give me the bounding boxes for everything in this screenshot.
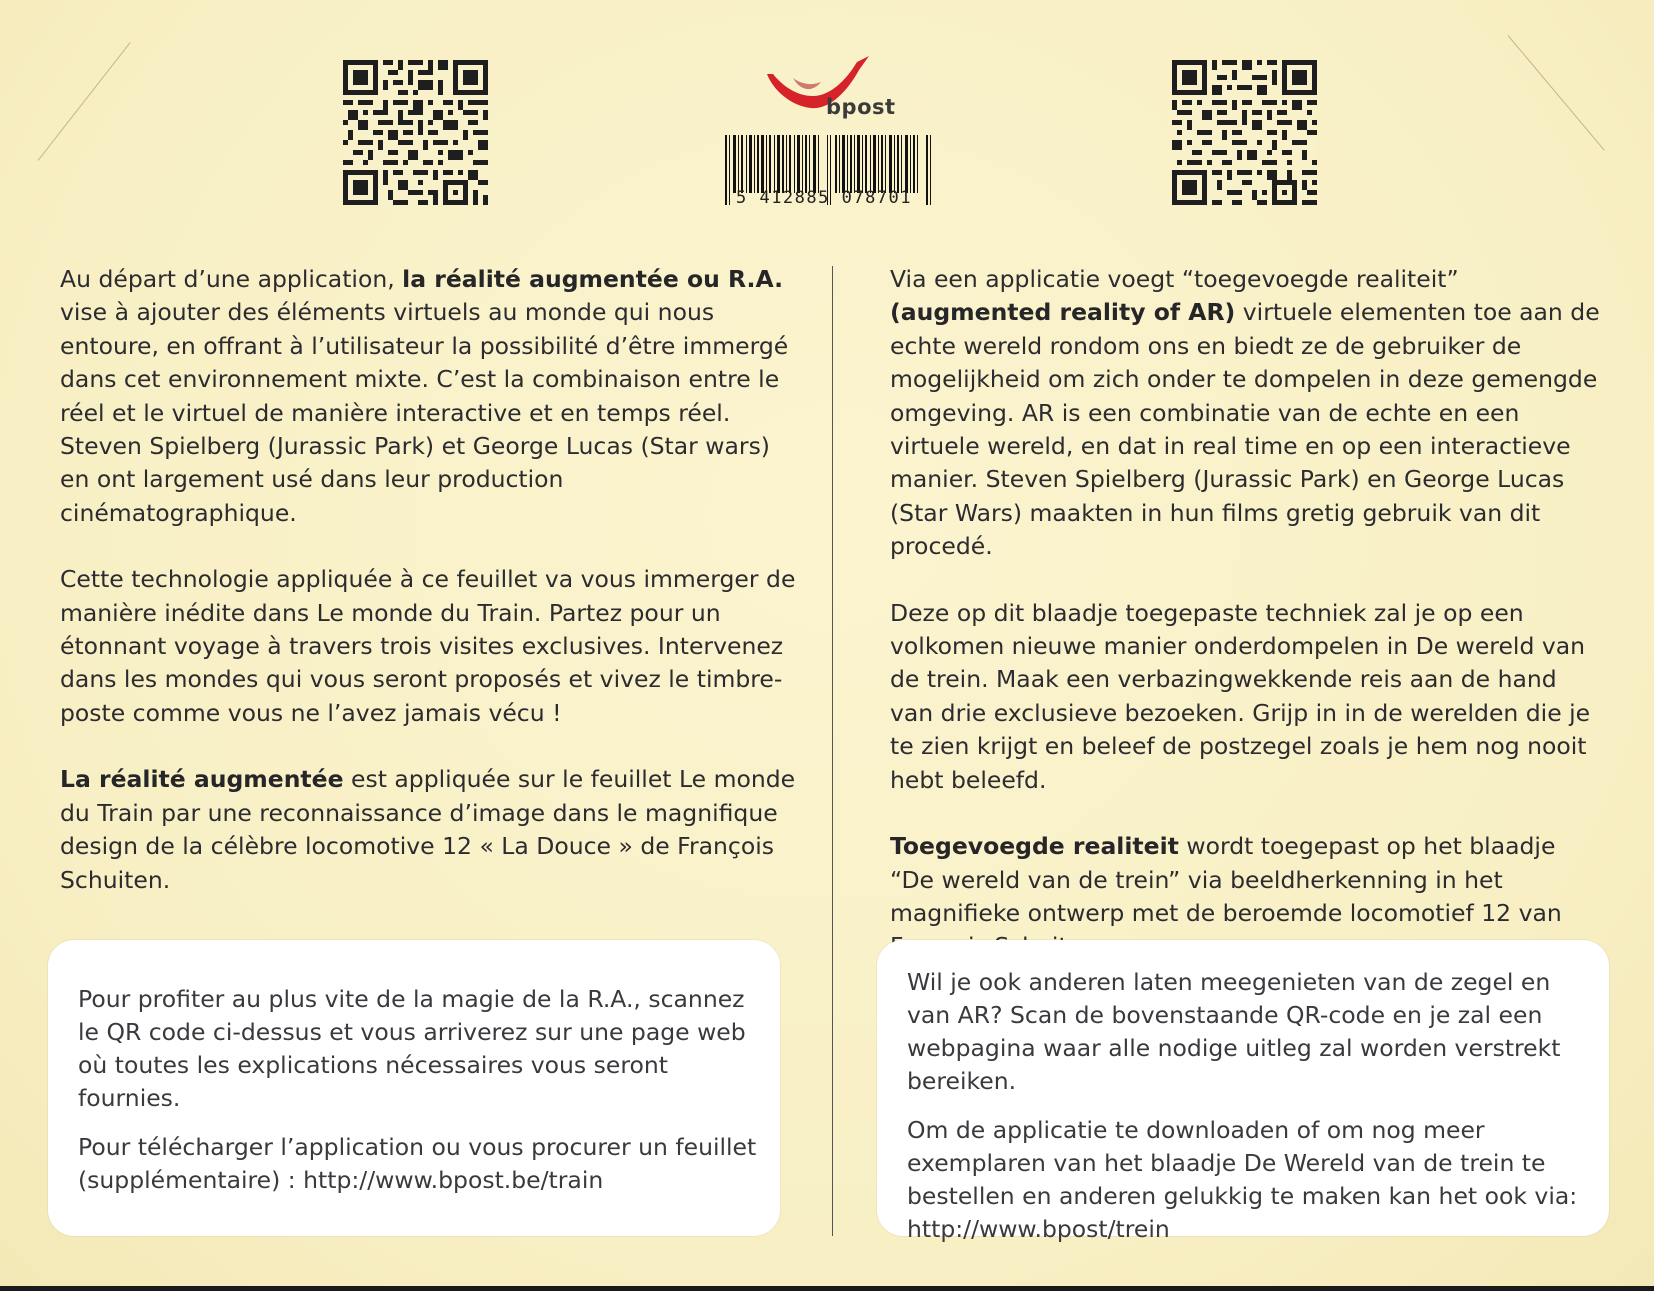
fr-p1-lead: Au départ d’une application, — [60, 265, 403, 293]
qr-code-right[interactable] — [1172, 60, 1317, 205]
nl-info-box — [877, 940, 1609, 1243]
fr-info-text — [78, 983, 768, 1213]
column-divider — [832, 266, 833, 1236]
page-edge — [0, 1286, 1654, 1291]
fr-p3-rest: est appliquée sur le feuillet Le monde du Train par une reconnaissance d’image dans le magnifique design de la célèbre locomotive 12 « La Douce » de François Schuiten. — [60, 765, 796, 894]
fr-p1-bold: la réalité augmentée ou R.A. — [402, 265, 784, 293]
fr-p1-rest: vise à ajouter des éléments virtuels au monde qui nous entoure, en offrant à l’utilisateur la possibilité d’être immergé dans cet environnement mixte. C’est la combinaison entre le réel et le virtuel de manière interactive et en temps réel. Steven Spielberg (Jurassic Park) et George Lucas (Star wars) en ont largement usé dans leur production cinématographique. — [60, 298, 789, 527]
barcode-number: 5 412885 078701 — [735, 188, 913, 208]
fr-paragraph-3 — [60, 763, 800, 897]
nl-info-p2[interactable]: Om de applicatie te downloaden of om nog meer exemplaren van het blaadje De Wereld van de trein te bestellen en anderen gelukkig te maken kan het ook via: http://www.bpost/trein — [907, 1116, 1578, 1243]
nl-paragraph-1 — [890, 263, 1600, 564]
fr-paragraph-2: Cette technologie appliquée à ce feuillet va vous immerger de manière inédite dans Le monde du Train. Partez pour un étonnant voyage à travers trois visites exclusives. Intervenez dans les mondes qui vous seront proposés et vivez le timbre-poste comme vous ne l’avez jamais vécu ! — [60, 565, 796, 727]
nl-p3-bold: Toegevoegde realiteit — [890, 832, 1179, 861]
fold-line-left — [38, 42, 131, 161]
nl-info-text — [907, 966, 1597, 1262]
nl-info-p1: Wil je ook anderen laten meegenieten van de zegel en van AR? Scan de bovenstaande QR-code en je zal een webpagina waar alle nodige uitleg zal worden verstrekt bereiken. — [907, 968, 1561, 1095]
fr-info-p2[interactable]: Pour télécharger l’application ou vous procurer un feuillet (supplémentaire) : http://www.bpost.be/train — [78, 1133, 757, 1194]
nl-p1-rest: virtuele elementen toe aan de echte wereld rondom ons en biedt ze de gebruiker de mogelijkheid om zich onder te dompelen in deze gemengde omgeving. AR is een combinatie van de echte en een virtuele wereld, en dat in real time en op een interactieve manier. Steven Spielberg (Jurassic Park) en George Lucas (Star Wars) maakten in hun films gretig gebruik van dit procedé. — [890, 298, 1600, 561]
nl-paragraph-2: Deze op dit blaadje toegepaste techniek zal je op een volkomen nieuwe manier onderdompelen in De wereld van de trein. Maak een verbazingwekkende reis aan de hand van drie exclusieve bezoeken. Grijp in in de werelden die je te zien krijgt en beleef de postzegel zoals je hem nog nooit hebt beleefd. — [890, 598, 1591, 794]
nl-p1-lead: Via een applicatie voegt “toegevoegde realiteit” — [890, 265, 1459, 293]
fr-paragraph-1 — [60, 263, 800, 530]
fold-line-right — [1508, 35, 1605, 151]
fr-info-box — [48, 940, 780, 1236]
french-text-column — [60, 263, 800, 930]
qr-code-left[interactable] — [343, 60, 488, 205]
dutch-text-column — [890, 263, 1600, 997]
fr-info-p1: Pour profiter au plus vite de la magie de la R.A., scannez le QR code ci-dessus et vous arriverez sur une page web où toutes les explications nécessaires vous seront fournies. — [78, 985, 746, 1112]
nl-p3-rest: wordt toegepast op het blaadje “De wereld van de trein” via beeldherkenning in het magnifieke ontwerp met de beroemde locomotief 12 van — [890, 832, 1562, 927]
nl-p1-bold: (augmented reality of AR) — [890, 298, 1236, 327]
fr-p3-bold: La réalité augmentée — [60, 765, 344, 794]
bpost-wordmark: bpost — [826, 95, 896, 119]
